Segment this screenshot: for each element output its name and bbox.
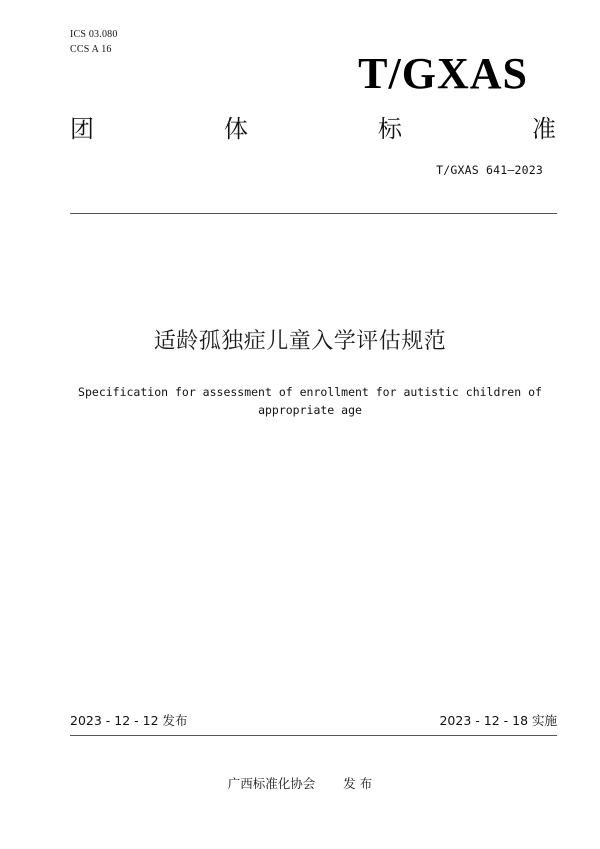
standard-type-char: 准 xyxy=(532,115,556,143)
english-title: Specification for assessment of enrollment for autistic children of appropriate age xyxy=(78,385,542,417)
implementation-date: 2023 - 12 - 18 实施 xyxy=(439,713,557,728)
publisher-name: 广西标准化协会 xyxy=(227,776,316,791)
ics-code: ICS 03.080 xyxy=(70,29,118,40)
bottom-divider xyxy=(70,735,557,736)
publisher-action: 发 布 xyxy=(343,776,373,791)
chinese-title: 适龄孤独症儿童入学评估规范 xyxy=(153,329,447,354)
standard-type-char: 体 xyxy=(224,115,248,143)
ccs-code: CCS A 16 xyxy=(70,44,112,55)
standard-type-char: 团 xyxy=(70,115,94,143)
publisher-line xyxy=(0,776,600,792)
standard-type-heading xyxy=(70,114,556,144)
issue-date: 2023 - 12 - 12 发布 xyxy=(70,713,188,728)
standard-number: T/GXAS 641—2023 xyxy=(436,163,543,177)
standard-type-char: 标 xyxy=(378,115,402,143)
standard-logo: T/GXAS xyxy=(358,49,528,98)
top-divider xyxy=(70,213,557,214)
